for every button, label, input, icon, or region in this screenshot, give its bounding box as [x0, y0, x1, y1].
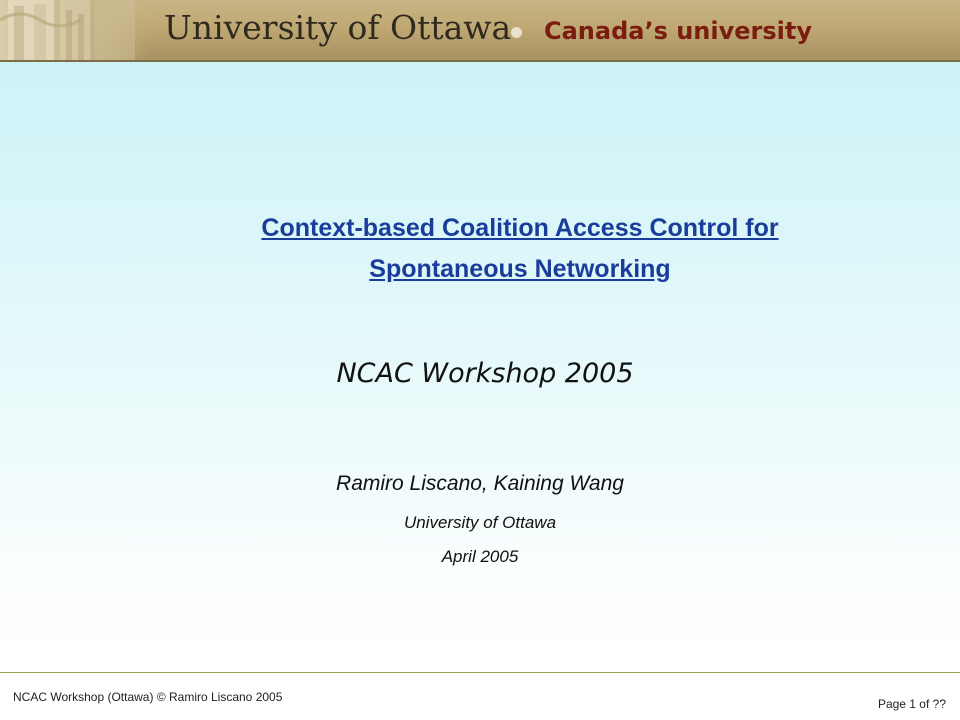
- page-number: Page 1 of ??: [877, 697, 946, 711]
- presentation-date: April 2005: [441, 547, 519, 566]
- building-icon: [0, 0, 150, 60]
- authors: Ramiro Liscano, Kaining Wang: [336, 472, 624, 495]
- university-title: University of Ottawa: [164, 8, 512, 47]
- presentation-title: [170, 208, 870, 290]
- title-line-1: Context-based Coalition Access Control for: [261, 214, 779, 242]
- footer-divider: [0, 672, 960, 673]
- separator-dot: [511, 27, 522, 38]
- university-tagline: Canada’s university: [544, 17, 813, 45]
- header-banner: [0, 0, 960, 62]
- workshop-name: NCAC Workshop 2005: [336, 358, 634, 389]
- building-image: [0, 0, 150, 60]
- title-line-2: Spontaneous Networking: [369, 255, 671, 283]
- footer-copyright: NCAC Workshop (Ottawa) © Ramiro Liscano 2005: [13, 690, 283, 704]
- affiliation: University of Ottawa: [403, 513, 557, 532]
